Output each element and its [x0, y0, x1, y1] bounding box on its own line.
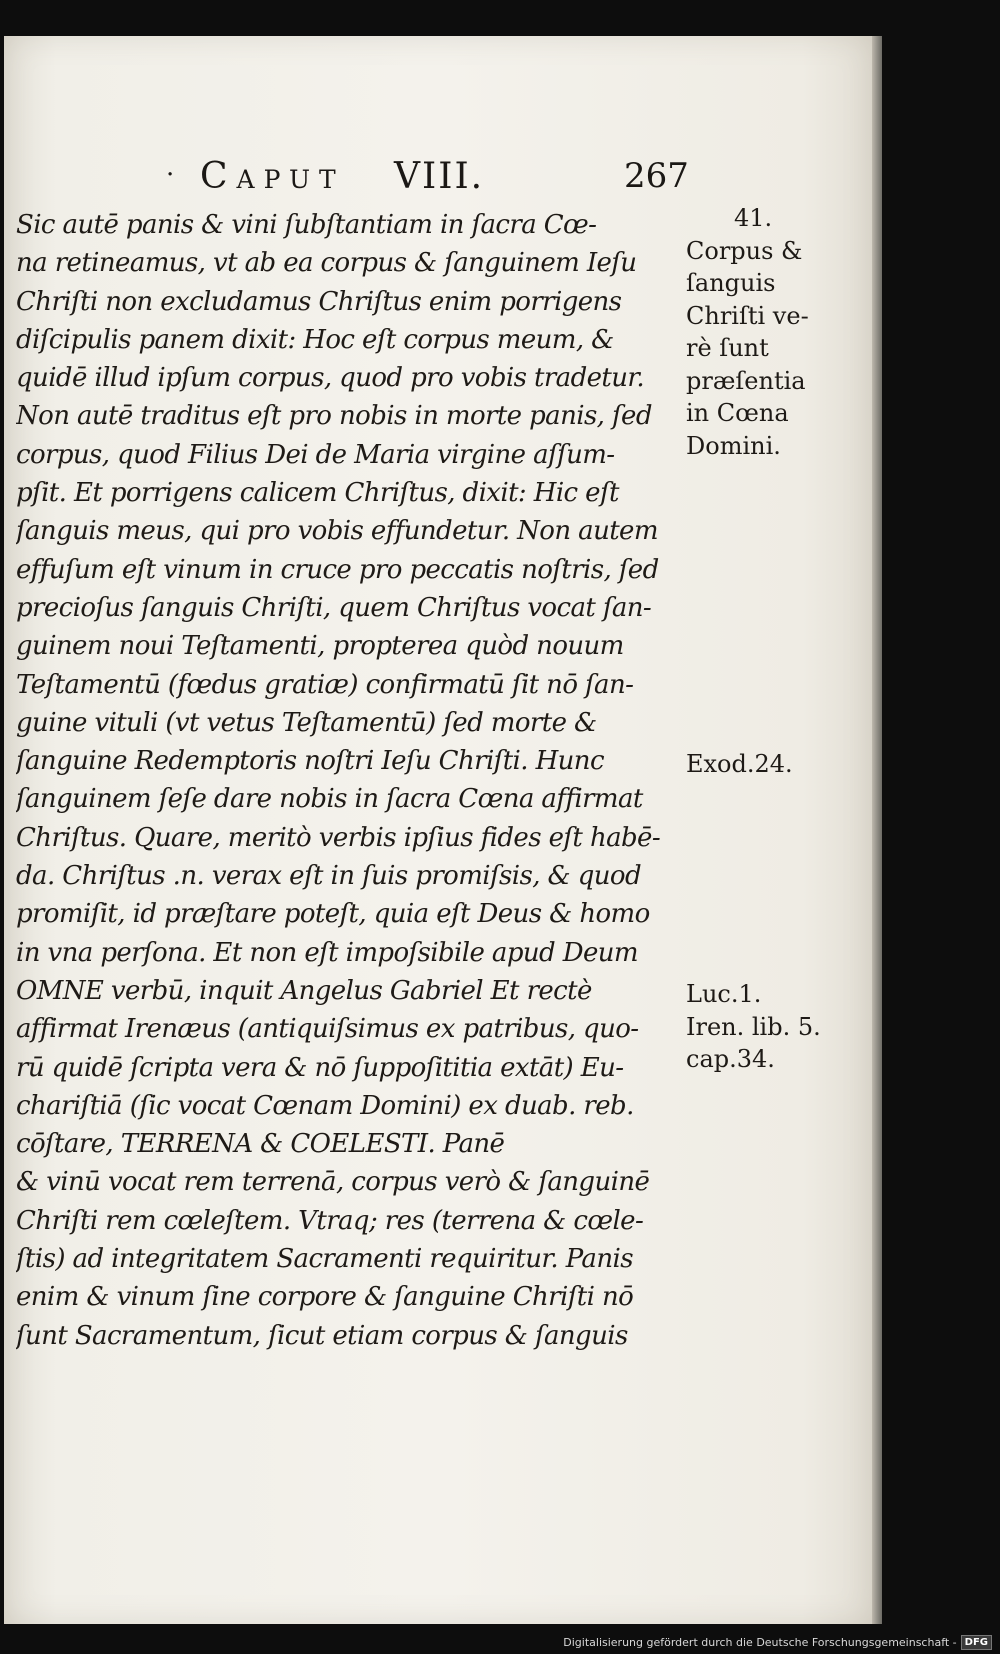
- text-line: rū quidē ſcripta vera & nō ſuppoſititia extāt) Eu-: [16, 1052, 624, 1083]
- margin-note-line: Corpus &: [686, 236, 803, 265]
- running-head: [154, 156, 689, 200]
- text-line: ſanguine Redemptoris noſtri Ieſu Chriſti. Hunc: [16, 746, 604, 777]
- margin-note-line: Iren. lib. 5.: [686, 1012, 821, 1041]
- text-line: ſanguinem ſeſe dare nobis in ſacra Cœna affirmat: [16, 784, 643, 815]
- margin-note-line: Chriſti ve-: [686, 301, 809, 330]
- margin-note-line: Exod.24.: [686, 750, 793, 778]
- margin-note-line: rè ſunt: [686, 334, 769, 362]
- text-line: ſanguis meus, qui pro vobis effundetur. Non autem: [16, 516, 658, 547]
- running-head-dot: ·: [166, 160, 175, 190]
- page-edge: [872, 36, 882, 1624]
- margin-note-line: in Cœna: [686, 399, 789, 427]
- text-line: ſunt Sacramentum, ſicut etiam corpus & ſanguis: [16, 1320, 628, 1351]
- text-line: & vinū vocat rem terrenā, corpus verò & ſanguinē: [16, 1167, 650, 1198]
- dfg-logo: DFG: [961, 1635, 992, 1650]
- text-line: promiſit, id præſtare poteſt, quia eſt Deus & homo: [16, 899, 650, 930]
- margin-note-corpus: [686, 202, 809, 462]
- text-line: cōſtare, TERRENA & COELESTI. Panē: [16, 1129, 505, 1160]
- text-line: quidē illud ipſum corpus, quod pro vobis tradetur.: [16, 363, 645, 394]
- text-line: Non autē traditus eſt pro nobis in morte panis, ſed: [16, 401, 652, 432]
- text-line: corpus, quod Filius Dei de Maria virgine aſſum-: [16, 439, 615, 470]
- margin-note-line: Luc.1.: [686, 980, 762, 1008]
- text-line: pſit. Et porrigens calicem Chriſtus, dixit: Hic eſt: [16, 478, 619, 509]
- margin-note-luke: [686, 978, 821, 1076]
- digitization-footer: [563, 1634, 992, 1650]
- running-head-caput: Caput: [200, 156, 345, 197]
- text-line: enim & vinum ſine corpore & ſanguine Chriſti nō: [16, 1282, 634, 1313]
- margin-note-line: ſanguis: [686, 269, 776, 297]
- margin-note-line: cap.34.: [686, 1045, 775, 1073]
- text-line: effuſum eſt vinum in cruce pro peccatis noſtris, ſed: [16, 554, 659, 585]
- text-line: diſcipulis panem dixit: Hoc eſt corpus meum, &: [16, 324, 614, 355]
- text-line: precioſus ſanguis Chriſti, quem Chriſtus vocat ſan-: [16, 592, 652, 623]
- text-line: affirmat Irenæus (antiquiſsimus ex patribus, quo-: [16, 1014, 639, 1045]
- margin-note-line: præſentia: [686, 366, 806, 395]
- margin-note-line: 41.: [734, 204, 773, 232]
- text-line: guinem noui Teſtamenti, propterea quòd nouum: [16, 631, 624, 662]
- page-number: 267: [624, 156, 689, 196]
- margin-note-line: Domini.: [686, 431, 781, 460]
- text-line: guine vituli (vt vetus Teſtamentū) ſed morte &: [16, 707, 597, 738]
- text-line: da. Chriſtus .n. verax eſt in ſuis promiſsis, & quod: [16, 861, 642, 892]
- text-line: OMNE verbū, inquit Angelus Gabriel Et rectè: [16, 975, 592, 1006]
- text-line: Chriſti non excludamus Chriſtus enim porrigens: [16, 286, 622, 317]
- margin-note-exodus: [686, 748, 793, 781]
- chapter-number: VIII.: [394, 156, 485, 197]
- text-line: chariſtiā (ſic vocat Cœnam Domini) ex duab. reb.: [16, 1090, 634, 1121]
- body-text: [16, 206, 676, 1355]
- footer-text: Digitalisierung gefördert durch die Deutsche Forschungsgemeinschaft -: [563, 1635, 957, 1649]
- text-line: Sic autē panis & vini ſubſtantiam in ſacra Cœ-: [16, 210, 597, 240]
- text-line: na retineamus, vt ab ea corpus & ſanguinem Ieſu: [16, 248, 637, 279]
- text-line: Chriſti rem cœleſtem. Vtraq; res (terrena & cœle-: [16, 1205, 644, 1236]
- text-line: Teſtamentū (fœdus gratiæ) confirmatū ſit nō ſan-: [16, 669, 634, 700]
- text-line: in vna perſona. Et non eſt impoſsibile apud Deum: [16, 937, 638, 968]
- book-page: [4, 36, 872, 1624]
- text-line: ſtis) ad integritatem Sacramenti requiritur. Panis: [16, 1244, 633, 1275]
- text-line: Chriſtus. Quare, meritò verbis ipſius fides eſt habē-: [16, 822, 661, 853]
